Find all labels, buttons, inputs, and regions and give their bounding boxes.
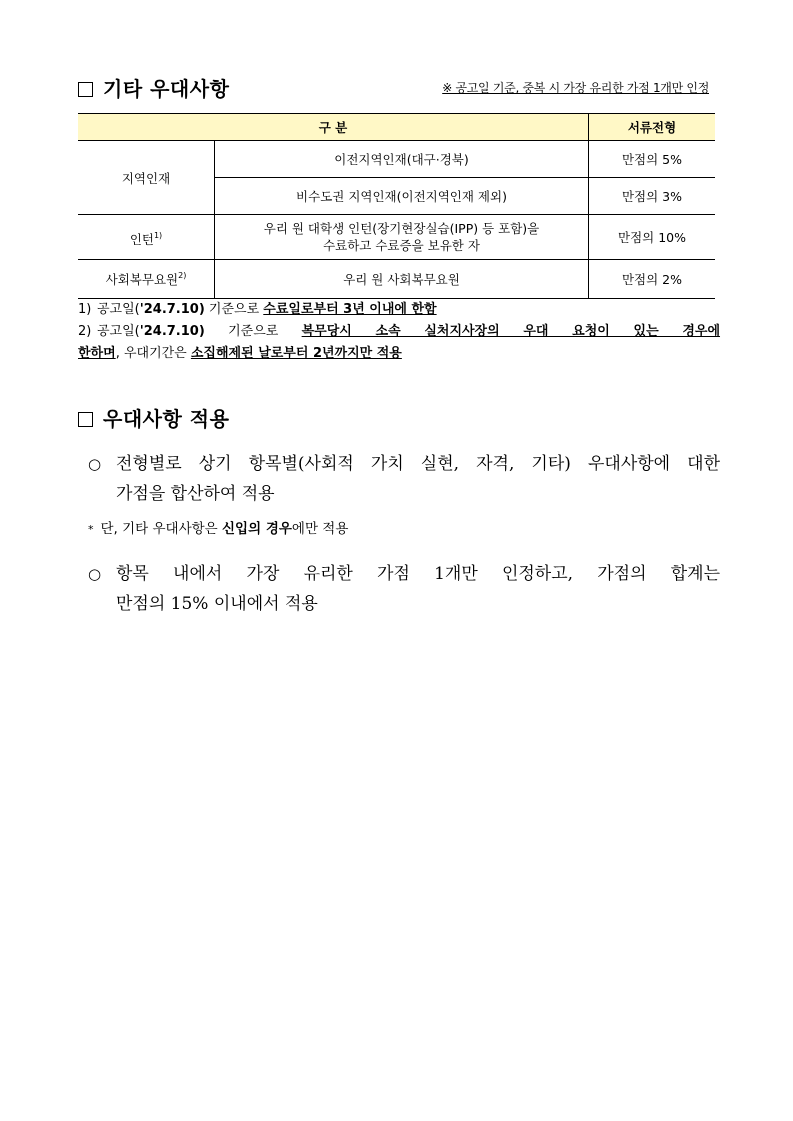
footnote-ref: 1): [153, 230, 163, 240]
item-cell: 비수도권 지역인재(이전지역인재 제외): [215, 178, 589, 215]
category-cell: 사회복무요원$^{2)}$: [78, 260, 215, 299]
score-cell: 만점의 3%: [589, 178, 716, 215]
category-cell: 인턴$^{1)}$: [78, 215, 215, 260]
bullet-item-2: ○ 항목 내에서 가장 유리한 가점 1개만 인정하고, 가점의 합계는 만점의 15% 이내에서 적용: [88, 559, 720, 619]
footnote-1: 1) 공고일('24.7.10) 기준으로 수료일로부터 3년 이내에 한함: [78, 302, 437, 317]
table-header-row: [78, 114, 715, 141]
table-row: [78, 260, 715, 299]
table-row: [78, 141, 715, 178]
section-title-text: 우대사항 적용: [103, 407, 230, 431]
score-cell: 만점의 2%: [589, 260, 716, 299]
score-cell: 만점의 10%: [589, 215, 716, 260]
footnotes: [78, 299, 720, 365]
footnote-2: 2) 공고일('24.7.10) 기준으로 복무당시 소속 실처지사장의 우대 요청이 있는 경우에: [78, 324, 721, 339]
header-category: 구 분: [78, 114, 589, 141]
checkbox-square-icon: [78, 82, 93, 97]
item-cell: 우리 원 사회복무요원: [215, 260, 589, 299]
section-title-preference-application: [78, 403, 229, 432]
category-cell: 지역인재: [78, 141, 215, 215]
star-note: * 단, 기타 우대사항은 신입의 경우에만 적용: [88, 521, 349, 537]
preference-table: [78, 113, 715, 299]
circle-bullet-icon: ○: [88, 565, 102, 583]
section-note: ※ 공고일 기준, 중복 시 가장 유리한 가점 1개만 인정: [442, 81, 709, 95]
footnote-ref: 2): [178, 271, 187, 280]
footnote-2-continued: 한하며, 우대기간은 소집해제된 날로부터 2년까지만 적용: [78, 346, 402, 361]
table-row: [78, 215, 715, 260]
circle-bullet-icon: ○: [88, 455, 102, 473]
bullet-item-1: ○ 전형별로 상기 항목별(사회적 가치 실현, 자격, 기타) 우대사항에 대한 가점을 합산하여 적용: [88, 449, 720, 509]
item-cell: 우리 원 대학생 인턴(장기현장실습(IPP) 등 포함)을 수료하고 수료증을 보유한 자: [215, 215, 589, 260]
item-cell: 이전지역인재(대구·경북): [215, 141, 589, 178]
asterisk-icon: *: [88, 523, 94, 536]
section-title-text: 기타 우대사항: [103, 77, 230, 101]
header-document-screening: 서류전형: [589, 114, 716, 141]
section-title-other-preferences: [78, 73, 229, 102]
checkbox-square-icon: [78, 412, 93, 427]
score-cell: 만점의 5%: [589, 141, 716, 178]
